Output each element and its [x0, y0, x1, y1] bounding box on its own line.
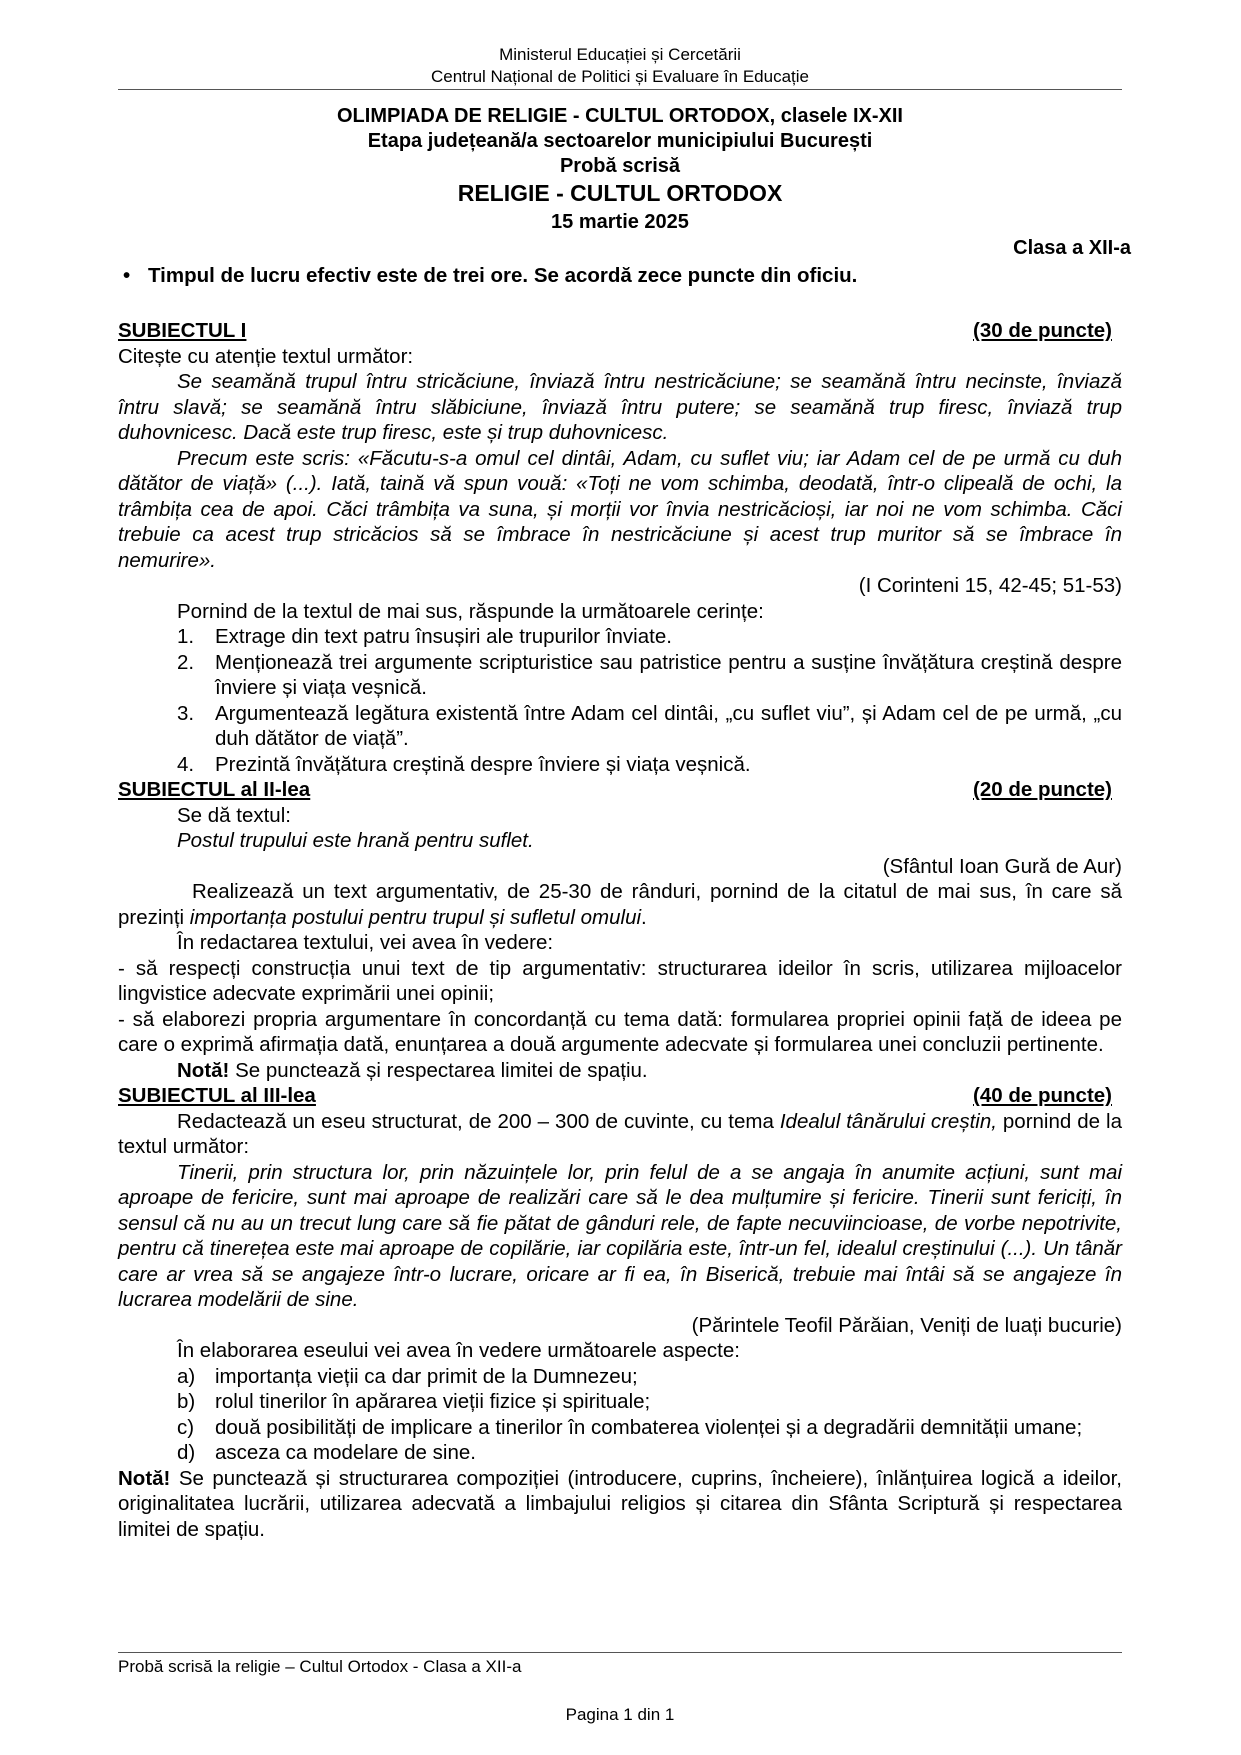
time-instruction	[123, 264, 858, 288]
note-label: Notă!	[177, 1058, 230, 1082]
exam-title-line3: Probă scrisă	[559, 155, 681, 177]
exam-title-line1: OLIMPIADA DE RELIGIE - CULTUL ORTODOX, clasele IX-XII	[336, 105, 903, 127]
exam-date: 15 martie 2025	[551, 211, 689, 233]
subject1-task-list	[118, 624, 1122, 777]
list-item	[177, 624, 1122, 650]
note-text: Se punctează și structurarea compoziției (introducere, cuprins, încheiere), înlănțuirea logică a ideilor, originalitatea lucrării, utilizarea adecvată a limbajului religios și citarea din Sfânta Scriptură și respectarea limitei de spațiu.	[118, 1466, 1122, 1541]
aspect-letter: c)	[177, 1415, 195, 1439]
subject2-heading	[118, 777, 1122, 803]
task-number: 1.	[177, 625, 195, 648]
subject2-intro: Se dă textul:	[177, 803, 291, 827]
subject3-heading	[118, 1083, 1122, 1109]
task-number: 4.	[177, 752, 195, 776]
subject2-task-theme: importanța postului pentru trupul și sufletul omului	[189, 905, 642, 929]
task-number: 3.	[177, 701, 195, 725]
ministry-name: Ministerul Educației și Cercetării	[499, 45, 741, 64]
aspect-text: rolul tinerilor în apărarea vieții fizice și spirituale;	[215, 1390, 651, 1413]
header-divider	[118, 89, 1122, 90]
subject1-intro: Citește cu atenție textul următor:	[118, 344, 414, 368]
aspect-text: asceza ca modelare de sine.	[215, 1441, 476, 1464]
list-item	[177, 1415, 1122, 1441]
task-text: Prezintă învățătura creștină despre înviere și viața veșnică.	[215, 752, 751, 776]
task-text: Extrage din text patru însușiri ale trupurilor înviate.	[215, 625, 672, 648]
page-number: Pagina 1 din 1	[565, 1705, 675, 1724]
subject3-task-theme: Idealul tânărului creștin,	[779, 1109, 997, 1133]
subject3-aspect-list	[118, 1364, 1122, 1466]
note-label: Notă!	[118, 1466, 171, 1490]
list-item	[177, 752, 1122, 778]
subject1-task-intro: Pornind de la textul de mai sus, răspunde la următoarele cerințe:	[177, 599, 764, 623]
list-item	[177, 701, 1122, 752]
subject2-task-end: .	[641, 905, 647, 929]
footer-divider	[118, 1652, 1122, 1653]
subject2-guide-intro: În redactarea textului, vei avea în vedere:	[177, 931, 554, 954]
subject1-text-p2: Precum este scris: «Făcutu-s-a omul cel dintâi, Adam, cu suflet viu; iar Adam cel de pe urmă cu duh dătător de viață» (...). Iată, taină vă spun vouă: «Toți ne vom schimba, deodată, într-o clipeală de ochi, la trâmbița cea de apoi. Căci trâmbița va suna, și morții vor învia nestricăcioși, iar noi ne vom schimba. Căci trebuie ca acest trup stricăcios să se îmbrace în nestricăciune și acest trup muritor să se îmbrace în nemurire».	[118, 446, 1122, 572]
exam-subject-title: RELIGIE - CULTUL ORTODOX	[457, 180, 783, 206]
exam-body	[118, 318, 1122, 1542]
subject3-aspects-intro: În elaborarea eseului vei avea în vedere următoarele aspecte:	[177, 1339, 740, 1362]
subject2-quote: Postul trupului este hrană pentru suflet.	[177, 829, 534, 852]
task-number: 2.	[177, 650, 195, 674]
subject2-points: (20 de puncte)	[973, 778, 1112, 801]
subject3-source: (Părintele Teofil Părăian, Veniți de luați bucurie)	[691, 1313, 1122, 1337]
subject3-note	[118, 1466, 1122, 1543]
time-instruction-text: Timpul de lucru efectiv este de trei ore. Se acordă zece puncte din oficiu.	[148, 264, 858, 287]
subject3-task	[118, 1109, 1122, 1160]
subject3-task-text: Redactează un eseu structurat, de 200 – 300 de cuvinte, cu tema	[177, 1109, 780, 1133]
list-item	[177, 1364, 1122, 1390]
aspect-text: două posibilități de implicare a tinerilor în combaterea violenței și a degradării demnității umane;	[215, 1415, 1083, 1439]
footer-label: Probă scrisă la religie – Cultul Ortodox - Clasa a XII-a	[118, 1657, 522, 1676]
aspect-letter: d)	[177, 1441, 196, 1464]
subject2-source: (Sfântul Ioan Gură de Aur)	[882, 854, 1122, 878]
subject3-points: (40 de puncte)	[973, 1084, 1112, 1107]
subject2-guide2: - să elaborezi propria argumentare în concordanță cu tema dată: formularea propriei opinii față de ideea pe care o exprimă afirmația dată, enunțarea a două argumente adecvate și formularea unei concluzii pertinente.	[118, 1007, 1122, 1056]
bullet-icon: •	[123, 264, 131, 287]
subject2-task	[118, 879, 1122, 930]
list-item	[177, 650, 1122, 701]
exam-title-line2: Etapa județeană/a sectoarelor municipiului București	[367, 130, 873, 152]
subject1-points: (30 de puncte)	[973, 319, 1112, 342]
task-text: Menționează trei argumente scripturistice sau patristice pentru a susține învățătura creștină despre înviere și viața veșnică.	[215, 650, 1122, 699]
subject3-title: SUBIECTUL al III-lea	[118, 1084, 316, 1107]
aspect-letter: b)	[177, 1390, 196, 1413]
subject1-title: SUBIECTUL I	[118, 319, 247, 342]
list-item	[177, 1389, 1122, 1415]
subject2-title: SUBIECTUL al II-lea	[118, 778, 311, 801]
subject1-heading	[118, 318, 1122, 344]
task-text: Argumentează legătura existentă între Adam cel dintâi, „cu suflet viu”, și Adam cel de pe urmă, „cu duh dătător de viață”.	[215, 701, 1122, 750]
subject3-task-end: pornind de la textul următor:	[118, 1109, 1123, 1158]
subject2-note	[118, 1058, 1122, 1084]
subject2-guide1: - să respecți construcția unui text de tip argumentativ: structurarea ideilor în scris, utilizarea mijloacelor lingvistice adecvate exprimării unei opinii;	[118, 956, 1122, 1005]
note-text: Se punctează și respectarea limitei de spațiu.	[229, 1058, 648, 1082]
subject3-quote: Tinerii, prin structura lor, prin năzuințele lor, prin felul de a se angaja în anumite acțiuni, sunt mai aproape de fericire, sunt mai aproape de realizări care să le dea mulțumire și fericire. Tinerii sunt fericiți, în sensul că nu au un trecut lung care să fie pătat de gânduri rele, de fapte necuviincioase, de vorbe nepotrivite, pentru că tinerețea este mai aproape de copilărie, iar copilăria este, într-un fel, idealul creștinului (...). Un tânăr care ar vrea să se angajeze într-o lucrare, oricare ar fi ea, în Biserică, trebuie mai întâi să se angajeze în lucrarea modelării de sine.	[118, 1160, 1122, 1311]
class-label: Clasa a XII-a	[1013, 237, 1131, 259]
aspect-letter: a)	[177, 1364, 196, 1388]
subject1-source: (I Corinteni 15, 42-45; 51-53)	[858, 574, 1122, 597]
list-item	[177, 1440, 1122, 1466]
center-name: Centrul Național de Politici și Evaluare în Educație	[431, 67, 809, 86]
subject2-task-text: Realizează un text argumentativ, de 25-30 de rânduri, pornind de la citatul de mai sus, în care să prezinți	[118, 880, 1122, 929]
aspect-text: importanța vieții ca dar primit de la Dumnezeu;	[215, 1364, 638, 1388]
subject1-text-p1: Se seamănă trupul întru stricăciune, înviază întru nestricăciune; se seamănă întru necinste, înviază întru slavă; se seamănă întru slăbiciune, înviază întru putere; se seamănă trup firesc, înviază trup duhovnicesc. Dacă este trup firesc, este și trup duhovnicesc.	[118, 370, 1122, 444]
